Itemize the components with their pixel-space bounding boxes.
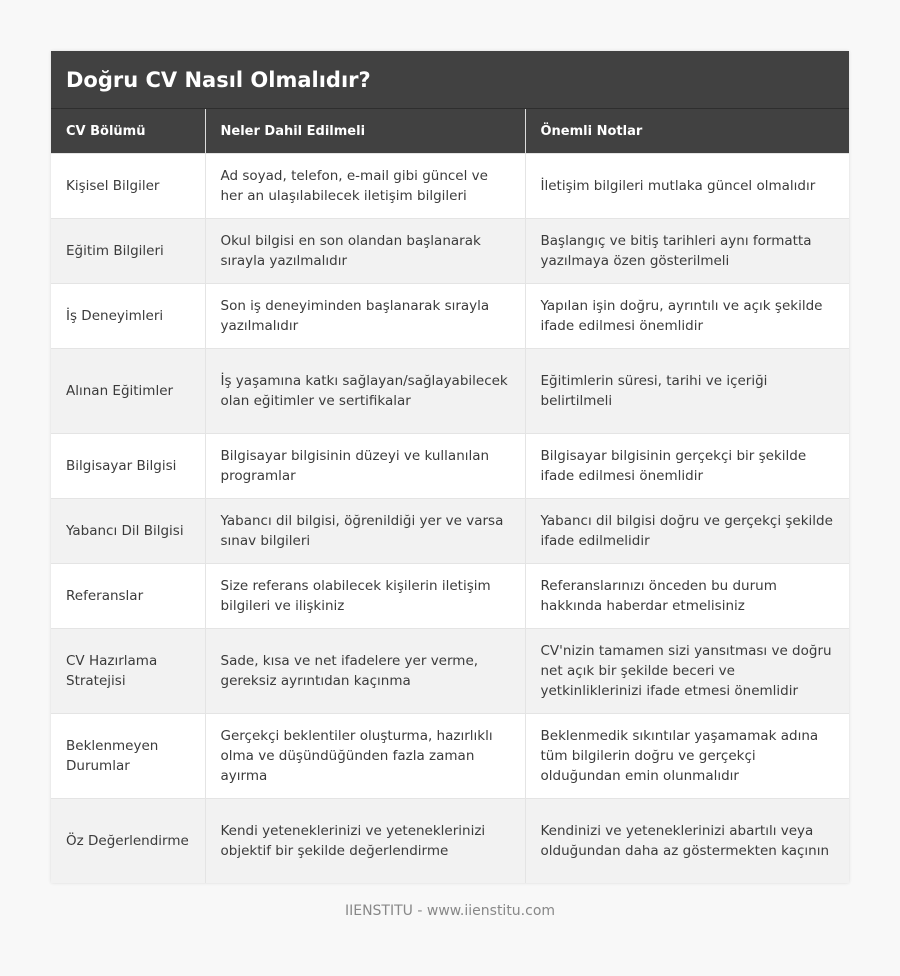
section-cell: Öz Değerlendirme (51, 799, 205, 884)
header-important-notes: Önemli Notlar (525, 109, 849, 154)
section-cell: Eğitim Bilgileri (51, 219, 205, 284)
section-cell: Alınan Eğitimler (51, 349, 205, 434)
section-cell: Referanslar (51, 564, 205, 629)
table-row (51, 799, 849, 884)
table-row (51, 629, 849, 714)
note-cell: İletişim bilgileri mutlaka güncel olmalıdır (525, 154, 849, 219)
table-row (51, 219, 849, 284)
section-cell: CV Hazırlama Stratejisi (51, 629, 205, 714)
include-cell: Yabancı dil bilgisi, öğrenildiği yer ve varsa sınav bilgileri (205, 499, 525, 564)
header-what-to-include: Neler Dahil Edilmeli (205, 109, 525, 154)
table-row (51, 349, 849, 434)
table-row (51, 714, 849, 799)
table-row (51, 154, 849, 219)
include-cell: Gerçekçi beklentiler oluşturma, hazırlıklı olma ve düşündüğünden fazla zaman ayırma (205, 714, 525, 799)
section-cell: Beklenmeyen Durumlar (51, 714, 205, 799)
note-cell: Yapılan işin doğru, ayrıntılı ve açık şekilde ifade edilmesi önemlidir (525, 284, 849, 349)
table-title: Doğru CV Nasıl Olmalıdır? (51, 51, 849, 109)
table-row (51, 564, 849, 629)
section-cell: İş Deneyimleri (51, 284, 205, 349)
note-cell: Eğitimlerin süresi, tarihi ve içeriği belirtilmeli (525, 349, 849, 434)
cv-table (51, 109, 849, 883)
include-cell: Size referans olabilecek kişilerin iletişim bilgileri ve ilişkiniz (205, 564, 525, 629)
section-cell: Bilgisayar Bilgisi (51, 434, 205, 499)
section-cell: Kişisel Bilgiler (51, 154, 205, 219)
table-row (51, 284, 849, 349)
include-cell: Kendi yeteneklerinizi ve yeteneklerinizi objektif bir şekilde değerlendirme (205, 799, 525, 884)
include-cell: Sade, kısa ve net ifadelere yer verme, gereksiz ayrıntıdan kaçınma (205, 629, 525, 714)
note-cell: Referanslarınızı önceden bu durum hakkında haberdar etmelisiniz (525, 564, 849, 629)
include-cell: İş yaşamına katkı sağlayan/sağlayabilecek olan eğitimler ve sertifikalar (205, 349, 525, 434)
header-cv-section: CV Bölümü (51, 109, 205, 154)
include-cell: Ad soyad, telefon, e-mail gibi güncel ve her an ulaşılabilecek iletişim bilgileri (205, 154, 525, 219)
note-cell: Yabancı dil bilgisi doğru ve gerçekçi şekilde ifade edilmelidir (525, 499, 849, 564)
include-cell: Bilgisayar bilgisinin düzeyi ve kullanılan programlar (205, 434, 525, 499)
note-cell: Başlangıç ve bitiş tarihleri aynı formatta yazılmaya özen gösterilmeli (525, 219, 849, 284)
table-row (51, 434, 849, 499)
footer-credit: IIENSTITU - www.iienstitu.com (344, 903, 556, 919)
note-cell: Kendinizi ve yeteneklerinizi abartılı veya olduğundan daha az göstermekten kaçının (525, 799, 849, 884)
include-cell: Son iş deneyiminden başlanarak sırayla yazılmalıdır (205, 284, 525, 349)
header-row (51, 109, 849, 154)
note-cell: Bilgisayar bilgisinin gerçekçi bir şekilde ifade edilmesi önemlidir (525, 434, 849, 499)
note-cell: Beklenmedik sıkıntılar yaşamamak adına tüm bilgilerin doğru ve gerçekçi olduğundan emin olunmalıdır (525, 714, 849, 799)
table-row (51, 499, 849, 564)
include-cell: Okul bilgisi en son olandan başlanarak sırayla yazılmalıdır (205, 219, 525, 284)
note-cell: CV'nizin tamamen sizi yansıtması ve doğru net açık bir şekilde beceri ve yetkinliklerinizi ifade etmesi önemlidir (525, 629, 849, 714)
cv-table-card (51, 51, 849, 883)
section-cell: Yabancı Dil Bilgisi (51, 499, 205, 564)
